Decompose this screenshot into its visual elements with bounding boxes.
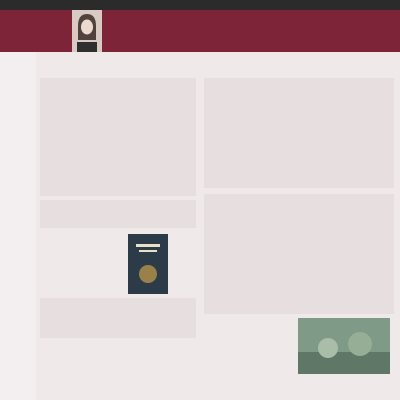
object-panel [40,200,196,228]
left-margin [0,52,36,400]
organization-bar [0,0,400,10]
author-photo [72,10,102,52]
book-cover [128,234,168,294]
book-cover-image [128,234,168,294]
poster-header [0,10,400,52]
aim-panel [40,78,196,196]
illustration [298,318,390,374]
methods-panel [204,78,394,188]
subject-panel [40,298,196,338]
illustration-image [298,318,390,374]
author-photo-image [72,10,102,52]
conclusions-panel [204,194,394,314]
